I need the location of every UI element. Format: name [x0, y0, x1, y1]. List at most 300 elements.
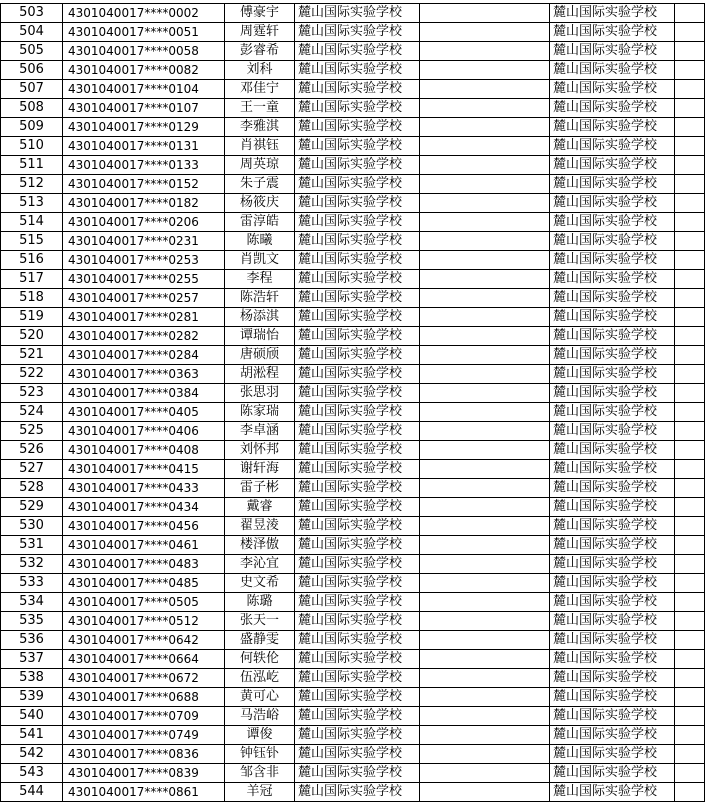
student-name-cell: 李卓涵 [225, 422, 295, 441]
admission-school-cell: 麓山国际实验学校 [550, 441, 675, 460]
school-cell: 麓山国际实验学校 [295, 346, 420, 365]
admission-school-cell: 麓山国际实验学校 [550, 270, 675, 289]
row-number-cell: 527 [1, 460, 63, 479]
empty-cell-last [675, 650, 705, 669]
student-id-cell: 4301040017****0512 [63, 612, 225, 631]
admission-school-cell: 麓山国际实验学校 [550, 137, 675, 156]
row-number-cell: 519 [1, 308, 63, 327]
table-row [1, 403, 705, 422]
school-cell: 麓山国际实验学校 [295, 555, 420, 574]
table-row [1, 517, 705, 536]
table-row [1, 270, 705, 289]
student-id-cell: 4301040017****0284 [63, 346, 225, 365]
empty-cell [420, 175, 550, 194]
school-cell: 麓山国际实验学校 [295, 384, 420, 403]
row-number-cell: 543 [1, 764, 63, 783]
student-name-cell: 戴睿 [225, 498, 295, 517]
student-name-cell: 周英琼 [225, 156, 295, 175]
empty-cell-last [675, 270, 705, 289]
admission-school-cell: 麓山国际实验学校 [550, 517, 675, 536]
table-row [1, 175, 705, 194]
empty-cell [420, 365, 550, 384]
school-cell: 麓山国际实验学校 [295, 460, 420, 479]
table-row [1, 422, 705, 441]
table-row [1, 365, 705, 384]
student-id-cell: 4301040017****0461 [63, 536, 225, 555]
empty-cell-last [675, 707, 705, 726]
row-number-cell: 538 [1, 669, 63, 688]
school-cell: 麓山国际实验学校 [295, 156, 420, 175]
empty-cell [420, 232, 550, 251]
empty-cell [420, 631, 550, 650]
admission-school-cell: 麓山国际实验学校 [550, 289, 675, 308]
student-name-cell: 周霆轩 [225, 23, 295, 42]
student-id-cell: 4301040017****0485 [63, 574, 225, 593]
school-cell: 麓山国际实验学校 [295, 270, 420, 289]
empty-cell-last [675, 669, 705, 688]
table-row [1, 441, 705, 460]
student-id-cell: 4301040017****0281 [63, 308, 225, 327]
student-id-cell: 4301040017****0253 [63, 251, 225, 270]
empty-cell-last [675, 441, 705, 460]
empty-cell-last [675, 631, 705, 650]
empty-cell-last [675, 612, 705, 631]
row-number-cell: 534 [1, 593, 63, 612]
empty-cell-last [675, 536, 705, 555]
school-cell: 麓山国际实验学校 [295, 365, 420, 384]
admission-school-cell: 麓山国际实验学校 [550, 403, 675, 422]
student-name-cell: 唐硕颀 [225, 346, 295, 365]
student-id-cell: 4301040017****0002 [63, 4, 225, 23]
row-number-cell: 541 [1, 726, 63, 745]
student-name-cell: 翟昱淩 [225, 517, 295, 536]
admission-school-cell: 麓山国际实验学校 [550, 23, 675, 42]
admission-school-cell: 麓山国际实验学校 [550, 745, 675, 764]
empty-cell [420, 80, 550, 99]
row-number-cell: 537 [1, 650, 63, 669]
row-number-cell: 504 [1, 23, 63, 42]
row-number-cell: 521 [1, 346, 63, 365]
table-row [1, 707, 705, 726]
school-cell: 麓山国际实验学校 [295, 783, 420, 802]
empty-cell-last [675, 593, 705, 612]
student-name-cell: 陈浩轩 [225, 289, 295, 308]
table-row [1, 213, 705, 232]
empty-cell [420, 270, 550, 289]
student-name-cell: 陈家瑞 [225, 403, 295, 422]
student-name-cell: 钟钰钋 [225, 745, 295, 764]
row-number-cell: 509 [1, 118, 63, 137]
student-id-cell: 4301040017****0051 [63, 23, 225, 42]
table-row [1, 4, 705, 23]
empty-cell [420, 213, 550, 232]
empty-cell [420, 156, 550, 175]
student-id-cell: 4301040017****0282 [63, 327, 225, 346]
school-cell: 麓山国际实验学校 [295, 612, 420, 631]
empty-cell-last [675, 726, 705, 745]
admission-school-cell: 麓山国际实验学校 [550, 555, 675, 574]
student-name-cell: 雷子彬 [225, 479, 295, 498]
row-number-cell: 524 [1, 403, 63, 422]
admission-school-cell: 麓山国际实验学校 [550, 536, 675, 555]
row-number-cell: 528 [1, 479, 63, 498]
row-number-cell: 523 [1, 384, 63, 403]
table-row [1, 631, 705, 650]
school-cell: 麓山国际实验学校 [295, 726, 420, 745]
empty-cell [420, 441, 550, 460]
empty-cell [420, 289, 550, 308]
school-cell: 麓山国际实验学校 [295, 23, 420, 42]
row-number-cell: 506 [1, 61, 63, 80]
school-cell: 麓山国际实验学校 [295, 61, 420, 80]
row-number-cell: 512 [1, 175, 63, 194]
table-row [1, 194, 705, 213]
table-row [1, 289, 705, 308]
empty-cell [420, 574, 550, 593]
school-cell: 麓山国际实验学校 [295, 42, 420, 61]
student-id-cell: 4301040017****0206 [63, 213, 225, 232]
student-name-cell: 朱子震 [225, 175, 295, 194]
student-id-cell: 4301040017****0058 [63, 42, 225, 61]
student-id-cell: 4301040017****0405 [63, 403, 225, 422]
student-name-cell: 伍泓屹 [225, 669, 295, 688]
admission-school-cell: 麓山国际实验学校 [550, 688, 675, 707]
table-row [1, 593, 705, 612]
empty-cell-last [675, 764, 705, 783]
school-cell: 麓山国际实验学校 [295, 308, 420, 327]
empty-cell [420, 42, 550, 61]
student-id-cell: 4301040017****0642 [63, 631, 225, 650]
admission-school-cell: 麓山国际实验学校 [550, 194, 675, 213]
admission-school-cell: 麓山国际实验学校 [550, 232, 675, 251]
table-row [1, 612, 705, 631]
table-body [1, 4, 705, 802]
student-id-cell: 4301040017****0664 [63, 650, 225, 669]
student-name-cell: 李雅淇 [225, 118, 295, 137]
school-cell: 麓山国际实验学校 [295, 99, 420, 118]
table-row [1, 308, 705, 327]
empty-cell-last [675, 403, 705, 422]
school-cell: 麓山国际实验学校 [295, 137, 420, 156]
school-cell: 麓山国际实验学校 [295, 593, 420, 612]
empty-cell-last [675, 4, 705, 23]
empty-cell [420, 4, 550, 23]
student-id-cell: 4301040017****0688 [63, 688, 225, 707]
school-cell: 麓山国际实验学校 [295, 764, 420, 783]
student-name-cell: 胡淞程 [225, 365, 295, 384]
student-id-cell: 4301040017****0483 [63, 555, 225, 574]
student-id-cell: 4301040017****0749 [63, 726, 225, 745]
table-row [1, 384, 705, 403]
row-number-cell: 505 [1, 42, 63, 61]
row-number-cell: 525 [1, 422, 63, 441]
school-cell: 麓山国际实验学校 [295, 536, 420, 555]
school-cell: 麓山国际实验学校 [295, 688, 420, 707]
empty-cell-last [675, 308, 705, 327]
empty-cell-last [675, 23, 705, 42]
empty-cell-last [675, 688, 705, 707]
student-name-cell: 羊冠 [225, 783, 295, 802]
admission-school-cell: 麓山国际实验学校 [550, 707, 675, 726]
admission-school-cell: 麓山国际实验学校 [550, 726, 675, 745]
table-row [1, 460, 705, 479]
empty-cell [420, 555, 550, 574]
row-number-cell: 540 [1, 707, 63, 726]
row-number-cell: 517 [1, 270, 63, 289]
student-name-cell: 彭睿希 [225, 42, 295, 61]
row-number-cell: 533 [1, 574, 63, 593]
row-number-cell: 516 [1, 251, 63, 270]
school-cell: 麓山国际实验学校 [295, 574, 420, 593]
empty-cell-last [675, 118, 705, 137]
student-name-cell: 楼泽傲 [225, 536, 295, 555]
school-cell: 麓山国际实验学校 [295, 4, 420, 23]
row-number-cell: 522 [1, 365, 63, 384]
empty-cell [420, 479, 550, 498]
student-id-cell: 4301040017****0672 [63, 669, 225, 688]
student-name-cell: 雷淳皓 [225, 213, 295, 232]
admission-school-cell: 麓山国际实验学校 [550, 498, 675, 517]
school-cell: 麓山国际实验学校 [295, 327, 420, 346]
student-id-cell: 4301040017****0107 [63, 99, 225, 118]
school-cell: 麓山国际实验学校 [295, 175, 420, 194]
table-row [1, 23, 705, 42]
school-cell: 麓山国际实验学校 [295, 707, 420, 726]
table-row [1, 327, 705, 346]
empty-cell-last [675, 517, 705, 536]
empty-cell [420, 118, 550, 137]
empty-cell [420, 346, 550, 365]
student-id-cell: 4301040017****0836 [63, 745, 225, 764]
row-number-cell: 518 [1, 289, 63, 308]
row-number-cell: 503 [1, 4, 63, 23]
student-name-cell: 盛静雯 [225, 631, 295, 650]
empty-cell-last [675, 175, 705, 194]
empty-cell-last [675, 422, 705, 441]
empty-cell [420, 726, 550, 745]
row-number-cell: 531 [1, 536, 63, 555]
empty-cell-last [675, 327, 705, 346]
admission-school-cell: 麓山国际实验学校 [550, 650, 675, 669]
row-number-cell: 511 [1, 156, 63, 175]
student-id-cell: 4301040017****0415 [63, 460, 225, 479]
admission-school-cell: 麓山国际实验学校 [550, 327, 675, 346]
student-id-cell: 4301040017****0231 [63, 232, 225, 251]
admission-school-cell: 麓山国际实验学校 [550, 99, 675, 118]
empty-cell-last [675, 460, 705, 479]
table-row [1, 346, 705, 365]
student-name-cell: 马浩峪 [225, 707, 295, 726]
empty-cell [420, 536, 550, 555]
student-id-cell: 4301040017****0104 [63, 80, 225, 99]
table-row [1, 669, 705, 688]
empty-cell-last [675, 783, 705, 802]
empty-cell [420, 783, 550, 802]
empty-cell [420, 707, 550, 726]
empty-cell-last [675, 498, 705, 517]
student-id-cell: 4301040017****0456 [63, 517, 225, 536]
table-row [1, 61, 705, 80]
empty-cell-last [675, 194, 705, 213]
empty-cell-last [675, 574, 705, 593]
student-id-cell: 4301040017****0406 [63, 422, 225, 441]
student-name-cell: 史文希 [225, 574, 295, 593]
student-id-cell: 4301040017****0129 [63, 118, 225, 137]
empty-cell [420, 517, 550, 536]
empty-cell-last [675, 346, 705, 365]
school-cell: 麓山国际实验学校 [295, 422, 420, 441]
row-number-cell: 526 [1, 441, 63, 460]
student-id-cell: 4301040017****0384 [63, 384, 225, 403]
student-id-cell: 4301040017****0131 [63, 137, 225, 156]
empty-cell-last [675, 289, 705, 308]
row-number-cell: 510 [1, 137, 63, 156]
student-name-cell: 何轶伦 [225, 650, 295, 669]
student-id-cell: 4301040017****0505 [63, 593, 225, 612]
row-number-cell: 542 [1, 745, 63, 764]
school-cell: 麓山国际实验学校 [295, 745, 420, 764]
empty-cell [420, 23, 550, 42]
table-row [1, 555, 705, 574]
student-id-cell: 4301040017****0433 [63, 479, 225, 498]
empty-cell [420, 308, 550, 327]
empty-cell-last [675, 156, 705, 175]
school-cell: 麓山国际实验学校 [295, 631, 420, 650]
school-cell: 麓山国际实验学校 [295, 669, 420, 688]
admission-school-cell: 麓山国际实验学校 [550, 42, 675, 61]
empty-cell-last [675, 99, 705, 118]
empty-cell [420, 593, 550, 612]
row-number-cell: 532 [1, 555, 63, 574]
empty-cell [420, 669, 550, 688]
school-cell: 麓山国际实验学校 [295, 650, 420, 669]
student-name-cell: 傅豪宇 [225, 4, 295, 23]
empty-cell [420, 460, 550, 479]
student-name-cell: 黄可心 [225, 688, 295, 707]
row-number-cell: 514 [1, 213, 63, 232]
row-number-cell: 530 [1, 517, 63, 536]
empty-cell [420, 688, 550, 707]
student-id-cell: 4301040017****0363 [63, 365, 225, 384]
student-id-cell: 4301040017****0255 [63, 270, 225, 289]
admission-school-cell: 麓山国际实验学校 [550, 118, 675, 137]
student-id-cell: 4301040017****0408 [63, 441, 225, 460]
admission-school-cell: 麓山国际实验学校 [550, 61, 675, 80]
table-row [1, 80, 705, 99]
admission-school-cell: 麓山国际实验学校 [550, 175, 675, 194]
admission-school-cell: 麓山国际实验学校 [550, 384, 675, 403]
admission-school-cell: 麓山国际实验学校 [550, 156, 675, 175]
admission-school-cell: 麓山国际实验学校 [550, 593, 675, 612]
student-name-cell: 刘科 [225, 61, 295, 80]
empty-cell [420, 327, 550, 346]
empty-cell [420, 251, 550, 270]
admission-school-cell: 麓山国际实验学校 [550, 80, 675, 99]
school-cell: 麓山国际实验学校 [295, 213, 420, 232]
admission-school-cell: 麓山国际实验学校 [550, 213, 675, 232]
table-row [1, 764, 705, 783]
student-id-cell: 4301040017****0861 [63, 783, 225, 802]
student-name-cell: 陈璐 [225, 593, 295, 612]
admission-school-cell: 麓山国际实验学校 [550, 612, 675, 631]
student-id-cell: 4301040017****0709 [63, 707, 225, 726]
row-number-cell: 544 [1, 783, 63, 802]
row-number-cell: 536 [1, 631, 63, 650]
student-name-cell: 谭俊 [225, 726, 295, 745]
table-row [1, 156, 705, 175]
empty-cell-last [675, 365, 705, 384]
student-name-cell: 刘怀邦 [225, 441, 295, 460]
table-row [1, 574, 705, 593]
admission-school-cell: 麓山国际实验学校 [550, 783, 675, 802]
row-number-cell: 539 [1, 688, 63, 707]
school-cell: 麓山国际实验学校 [295, 251, 420, 270]
student-name-cell: 谭瑞怡 [225, 327, 295, 346]
student-id-cell: 4301040017****0257 [63, 289, 225, 308]
admission-school-cell: 麓山国际实验学校 [550, 365, 675, 384]
student-name-cell: 杨筱庆 [225, 194, 295, 213]
empty-cell [420, 99, 550, 118]
student-name-cell: 邹含非 [225, 764, 295, 783]
student-name-cell: 谢轩海 [225, 460, 295, 479]
empty-cell [420, 422, 550, 441]
table-row [1, 137, 705, 156]
student-id-cell: 4301040017****0152 [63, 175, 225, 194]
student-id-cell: 4301040017****0133 [63, 156, 225, 175]
admission-school-cell: 麓山国际实验学校 [550, 422, 675, 441]
table-row [1, 783, 705, 802]
row-number-cell: 508 [1, 99, 63, 118]
empty-cell-last [675, 555, 705, 574]
student-name-cell: 张思羽 [225, 384, 295, 403]
admission-school-cell: 麓山国际实验学校 [550, 764, 675, 783]
admission-school-cell: 麓山国际实验学校 [550, 308, 675, 327]
school-cell: 麓山国际实验学校 [295, 232, 420, 251]
student-name-cell: 李程 [225, 270, 295, 289]
admission-school-cell: 麓山国际实验学校 [550, 460, 675, 479]
table-row [1, 688, 705, 707]
table-row [1, 232, 705, 251]
admission-school-cell: 麓山国际实验学校 [550, 251, 675, 270]
empty-cell-last [675, 479, 705, 498]
table-row [1, 251, 705, 270]
school-cell: 麓山国际实验学校 [295, 80, 420, 99]
row-number-cell: 507 [1, 80, 63, 99]
admission-school-cell: 麓山国际实验学校 [550, 4, 675, 23]
student-id-cell: 4301040017****0082 [63, 61, 225, 80]
empty-cell-last [675, 80, 705, 99]
student-id-cell: 4301040017****0182 [63, 194, 225, 213]
row-number-cell: 529 [1, 498, 63, 517]
table-row [1, 726, 705, 745]
empty-cell [420, 498, 550, 517]
school-cell: 麓山国际实验学校 [295, 289, 420, 308]
student-name-cell: 王一童 [225, 99, 295, 118]
empty-cell [420, 137, 550, 156]
empty-cell [420, 612, 550, 631]
admission-school-cell: 麓山国际实验学校 [550, 631, 675, 650]
student-name-cell: 陈曦 [225, 232, 295, 251]
table-row [1, 745, 705, 764]
empty-cell [420, 403, 550, 422]
school-cell: 麓山国际实验学校 [295, 498, 420, 517]
table-row [1, 479, 705, 498]
admission-school-cell: 麓山国际实验学校 [550, 669, 675, 688]
student-name-cell: 肖凯文 [225, 251, 295, 270]
student-id-cell: 4301040017****0434 [63, 498, 225, 517]
empty-cell-last [675, 745, 705, 764]
row-number-cell: 513 [1, 194, 63, 213]
